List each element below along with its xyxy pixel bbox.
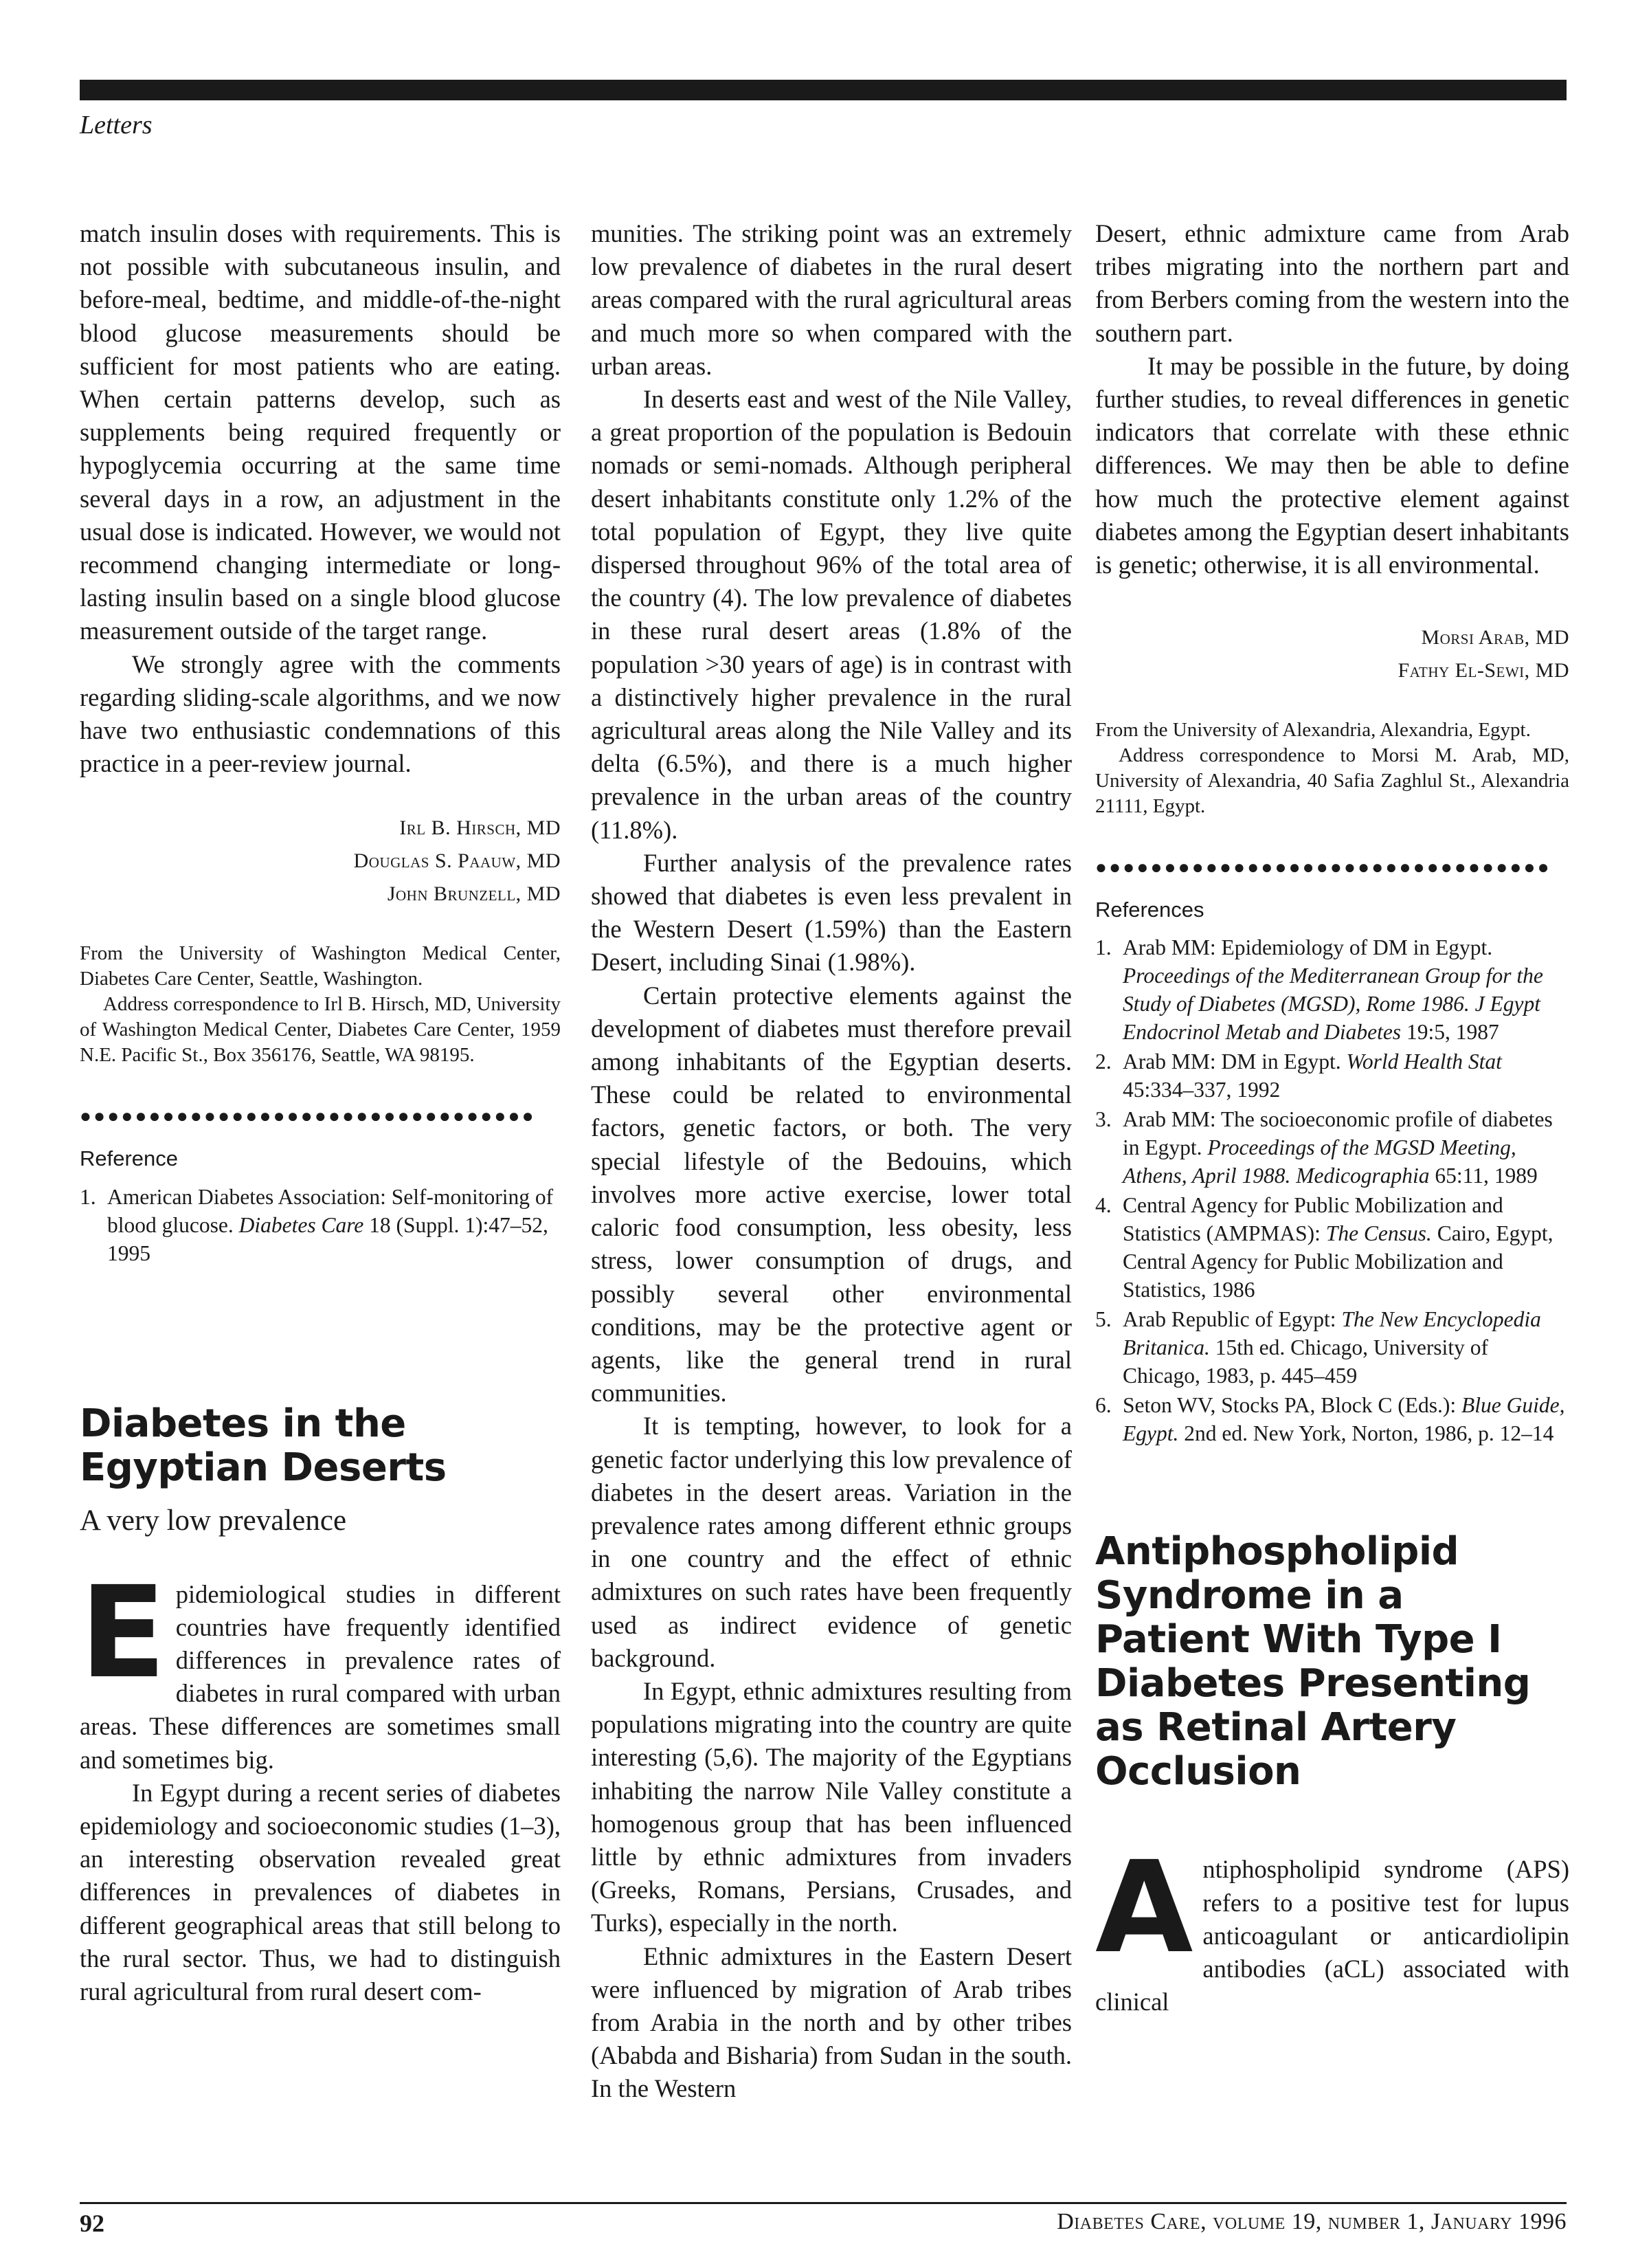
reference-item: 6. Seton WV, Stocks PA, Block C (Eds.): Blue Guide, Egypt. 2nd ed. New York, Norton, 1986, p. 12–14: [1095, 1393, 1565, 1446]
top-rule: [80, 80, 1567, 100]
affiliation-text: From the University of Alexandria, Alexandria, Egypt.: [1095, 719, 1531, 742]
drop-cap: E: [80, 1559, 166, 1706]
affiliation-2: [1095, 718, 1569, 819]
dotted-separator: ●●●●●●●●●●●●●●●●●●●●●●●●●●●●●●●●●: [80, 1107, 536, 1128]
reference-list: [1095, 933, 1569, 1447]
dotted-separator: ●●●●●●●●●●●●●●●●●●●●●●●●●●●●●●●●●: [1095, 858, 1551, 879]
reference-list: [80, 1183, 561, 1267]
article-subhead: A very low prevalence: [80, 1504, 347, 1537]
col3-paragraph-2: It may be possible in the future, by doing further studies, to reveal differences in genetic indicators that correlate with these ethnic differences. We may then be able to define how much the protective element against diabetes among the Egyptian desert inhabitants is genetic; otherwise, it is all environmental.: [1095, 351, 1569, 579]
reference-item: 2. Arab MM: DM in Egypt. World Health Stat 45:334–337, 1992: [1095, 1049, 1502, 1102]
correspondence-text: Address correspondence to Morsi M. Arab, MD, University of Alexandria, 40 Safia Zaghlul St., Alexandria 21111, Egypt.: [1095, 744, 1569, 818]
author-signature-2: [1095, 621, 1569, 687]
lead-paragraph: Antiphospholipid syndrome (APS) refers to a positive test for lupus anticoagulant or anticardiolipin antibodies (aCL) associated with clinical: [1095, 1834, 1569, 2016]
author-name: Fathy El-Sewi, MD: [1398, 659, 1569, 682]
author-signature-1: [80, 812, 561, 911]
author-name: John Brunzell, MD: [387, 882, 561, 906]
col2-paragraph-1: munities. The striking point was an extremely low prevalence of diabetes in the rural desert areas compared with the rural agricultural areas and much more so when compared with the urban areas.: [591, 219, 1072, 380]
col2-paragraph-5: It is tempting, however, to look for a genetic factor underlying this low prevalence of diabetes in the desert areas. Variation in the prevalence rates among different ethnic groups in one country and the effect of ethnic admixtures on such rates have been frequently used as indirect evidence of genetic background.: [591, 1412, 1072, 1672]
section-label: Letters: [80, 111, 153, 140]
page-number: 92: [80, 2210, 104, 2237]
column-2: [591, 217, 1072, 2183]
reference-heading: Reference: [80, 1146, 179, 1171]
article-headline: Diabetes in the Egyptian Deserts: [80, 1401, 447, 1490]
col1-paragraph-2: We strongly agree with the comments regarding sliding-scale algorithms, and we now have two enthusiastic condemnations of this practice in a peer-review journal.: [80, 649, 561, 778]
author-name: Irl B. Hirsch, MD: [399, 816, 561, 840]
col2-paragraph-2: In deserts east and west of the Nile Valley, a great proportion of the population is Bedouin nomads or semi-nomads. Although peripheral desert inhabitants constitute only 1.2% of the total population of Egypt, they live quite dispersed throughout 96% of the total area of the country (4). The low prevalence of diabetes in these rural desert areas (1.8% of the population >30 years of age) is in contrast with a distinctively higher prevalence in the rural agricultural areas along the Nile Valley and its delta (6.5%), and there is a much higher prevalence in the urban areas of the country (11.8%).: [591, 385, 1072, 844]
column-3: [1095, 217, 1569, 2183]
reference-item: 1. Arab MM: Epidemiology of DM in Egypt. Proceedings of the Mediterranean Group for the Study of Diabetes (MGSD), Rome 1986. J Egypt Endocrinol Metab and Diabetes 19:5, 1987: [1095, 935, 1543, 1045]
references-heading: References: [1095, 898, 1204, 922]
journal-citation: Diabetes Care, volume 19, number 1, January 1996: [1057, 2209, 1567, 2234]
author-name: Douglas S. Paauw, MD: [353, 849, 561, 873]
reference-item: 3. Arab MM: The socioeconomic profile of diabetes in Egypt. Proceedings of the MGSD Meeting, Athens, April 1988. Medicographia 65:11, 1989: [1095, 1107, 1553, 1188]
col3-paragraph-1: Desert, ethnic admixture came from Arab tribes migrating into the northern part and from Berbers coming from the western into the southern part.: [1095, 219, 1569, 347]
col2-paragraph-6: In Egypt, ethnic admixtures resulting from populations migrating into the country are quite interesting (5,6). The majority of the Egyptians inhabiting the narrow Nile Valley constitute a homogenous group that has been influenced little by ethnic admixtures from invaders (Greeks, Romans, Persians, Crusades, and Turks), especially in the north.: [591, 1676, 1072, 1937]
reference-item: 4. Central Agency for Public Mobilization and Statistics (AMPMAS): The Census. Cairo, Egypt, Central Agency for Public Mobilization and Statistics, 1986: [1095, 1193, 1553, 1302]
author-name: Morsi Arab, MD: [1421, 626, 1569, 649]
col1-paragraph-3: In Egypt during a recent series of diabetes epidemiology and socioeconomic studies (1–3), an interesting observation revealed great differences in prevalences of diabetes in different geographical areas that still belong to the rural sector. Thus, we had to distinguish rural agricultural from rural desert com-: [80, 1778, 561, 2006]
column-1: [80, 217, 561, 2183]
affiliation-text: From the University of Washington Medical Center, Diabetes Care Center, Seattle, Washington.: [80, 942, 561, 990]
drop-cap: A: [1095, 1834, 1193, 1982]
affiliation-1: [80, 941, 561, 1068]
lead-paragraph: Epidemiological studies in different countries have frequently identified differences in prevalence rates of diabetes in rural compared with urban areas. These differences are sometimes small and sometimes big.: [80, 1559, 561, 1774]
reference-item: 5. Arab Republic of Egypt: The New Encyclopedia Britanica. 15th ed. Chicago, University of Chicago, 1983, p. 445–459: [1095, 1307, 1541, 1388]
reference-item: 1. American Diabetes Association: Self-monitoring of blood glucose. Diabetes Care 18 (Suppl. 1):47–52, 1995: [80, 1184, 554, 1265]
col2-paragraph-3: Further analysis of the prevalence rates showed that diabetes is even less prevalent in the Western Desert (1.59%) than the Eastern Desert, including Sinai (1.98%).: [591, 848, 1072, 977]
col2-paragraph-7: Ethnic admixtures in the Eastern Desert were influenced by migration of Arab tribes from Arabia in the north and by other tribes (Ababda and Bisharia) from Sudan in the south. In the Western: [591, 1942, 1072, 2103]
bottom-rule: [80, 2202, 1567, 2204]
col1-paragraph-1: match insulin doses with requirements. This is not possible with subcutaneous insulin, and before-meal, bedtime, and middle-of-the-night blood glucose measurements should be sufficient for most patients who are eating. When certain patterns develop, such as supplements being required frequently or hypoglycemia occurring at the same time several days in a row, an adjustment in the usual dose is indicated. However, we would not recommend changing intermediate or long-lasting insulin based on a single blood glucose measurement outside of the target range.: [80, 219, 561, 645]
correspondence-text: Address correspondence to Irl B. Hirsch, MD, University of Washington Medical Center, Diabetes Care Center, 1959 N.E. Pacific St., Box 356176, Seattle, WA 98195.: [80, 993, 561, 1067]
col2-paragraph-4: Certain protective elements against the development of diabetes must therefore prevail among inhabitants of the Egyptian deserts. These could be related to environmental factors, genetic factors, or both. The very special lifestyle of the Bedouins, which involves more active exercise, lower total caloric food consumption, less obesity, less stress, lower consumption of drugs, and possibly several other environmental conditions, may be the protective agent or agents, like the general trend in rural communities.: [591, 981, 1072, 1408]
article-headline: Antiphospholipid Syndrome in a Patient With Type I Diabetes Presenting as Retinal Artery Occlusion: [1095, 1529, 1531, 1794]
